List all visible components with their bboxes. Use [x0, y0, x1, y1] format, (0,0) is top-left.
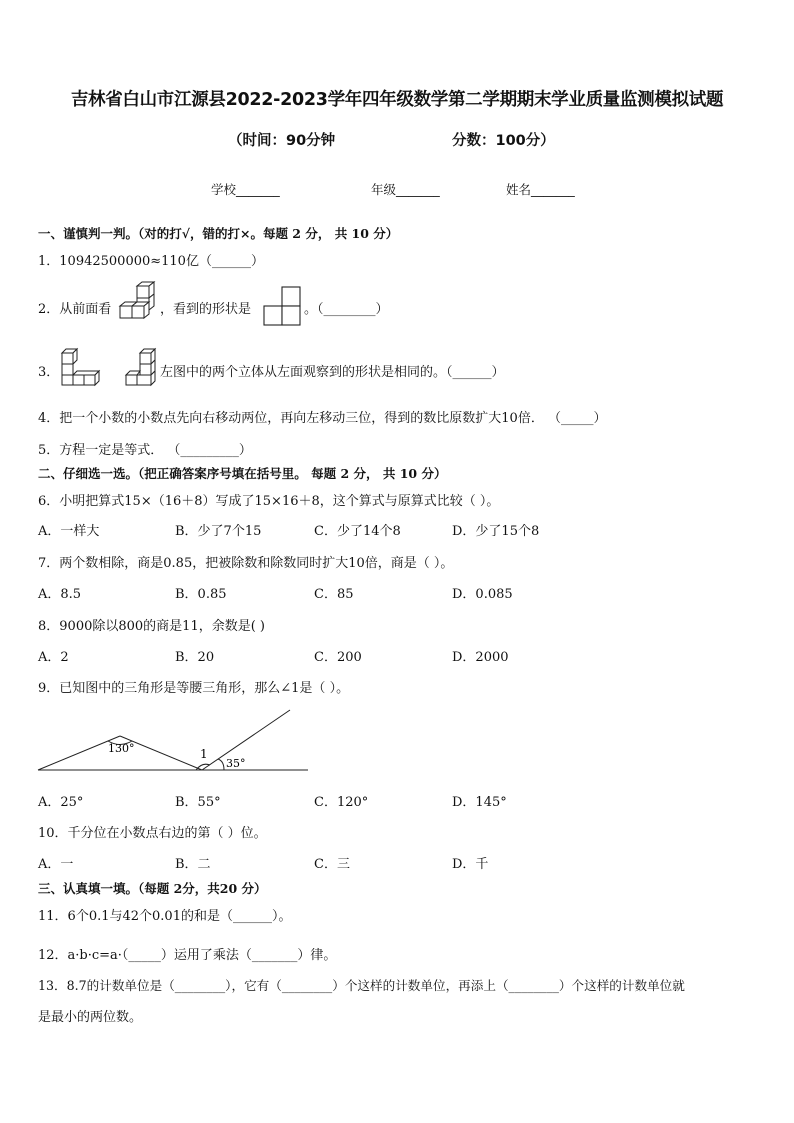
solid-figure-right — [122, 347, 162, 387]
question-13-line1: 13．8.7的计数单位是（________），它有（________）个这样的计数单位，再添上（________）个这样的计数单位就 — [38, 978, 685, 993]
angle-35-label: 35° — [226, 757, 246, 770]
q7-option-a: A．8.5 — [38, 587, 82, 602]
solid-figure-left — [60, 347, 104, 387]
exam-time: （时间：90分钟 — [228, 133, 336, 149]
q6-option-a: A．一样大 — [38, 524, 100, 539]
q6-option-b: B．少了7个15 — [175, 524, 262, 539]
front-view-figure — [263, 286, 303, 326]
question-12: 12．a·b·c=a·（_____）运用了乘法（_______）律。 — [38, 948, 337, 963]
school-field: 学校_______ — [211, 182, 280, 197]
q9-option-c: C．120° — [314, 795, 369, 810]
q8-option-a: A．2 — [38, 650, 69, 665]
question-5: 5．方程一定是等式． （_________） — [38, 443, 252, 458]
question-4: 4．把一个小数的小数点先向右移动两位，再向左移动三位，得到的数比原数扩大10倍． （_____） — [38, 411, 607, 426]
section-2-heading: 二、仔细选一选。（把正确答案序号填在括号里。 每题 2 分， 共 10 分） — [38, 466, 447, 481]
q8-option-b: B．20 — [175, 650, 215, 665]
section-1-heading: 一、谨慎判一判。（对的打√，错的打×。每题 2 分， 共 10 分） — [38, 226, 399, 241]
isosceles-triangle-figure — [38, 706, 310, 776]
question-2-prefix: 2．从前面看 — [38, 302, 112, 317]
q8-option-c: C．200 — [314, 650, 362, 665]
question-3-prefix: 3． — [38, 365, 60, 380]
q10-option-c: C．三 — [314, 857, 350, 872]
question-8: 8．9000除以800的商是11，余数是( ) — [38, 619, 265, 634]
q9-option-d: D．145° — [452, 795, 507, 810]
cube-stack-figure — [118, 284, 158, 324]
angle-1-label: 1 — [200, 747, 208, 761]
q7-option-c: C．85 — [314, 587, 354, 602]
grade-field: 年级_______ — [371, 182, 440, 197]
question-9: 9．已知图中的三角形是等腰三角形，那么∠1是（ ）。 — [38, 681, 350, 696]
q6-option-c: C．少了14个8 — [314, 524, 401, 539]
question-2-suffix: 。（________） — [304, 302, 389, 317]
q10-option-a: A．一 — [38, 857, 74, 872]
question-11: 11．6个0.1与42个0.01的和是（______）。 — [38, 909, 292, 924]
section-3-heading: 三、认真填一填。（每题 2分，共20 分） — [38, 881, 267, 896]
q9-option-b: B．55° — [175, 795, 221, 810]
page-title: 吉林省白山市江源县2022-2023学年四年级数学第二学期期末学业质量监测模拟试题 — [70, 90, 724, 110]
question-13-line2: 是最小的两位数。 — [38, 1010, 143, 1025]
question-2-mid: ，看到的形状是 — [160, 302, 252, 317]
exam-score: 分数：100分） — [452, 133, 555, 149]
q9-option-a: A．25° — [38, 795, 84, 810]
question-3: 左图中的两个立体从左面观察到的形状是相同的。（______） — [160, 365, 505, 380]
question-10: 10．千分位在小数点右边的第（ ）位。 — [38, 826, 267, 841]
q7-option-d: D．0.085 — [452, 587, 513, 602]
question-1: 1．10942500000≈110亿（______） — [38, 254, 264, 269]
q6-option-d: D．少了15个8 — [452, 524, 540, 539]
name-field: 姓名_______ — [506, 182, 575, 197]
question-6: 6．小明把算式15×（16＋8）写成了15×16＋8，这个算式与原算式比较（ ）。 — [38, 494, 500, 509]
q8-option-d: D．2000 — [452, 650, 509, 665]
question-7: 7．两个数相除，商是0.85，把被除数和除数同时扩大10倍，商是（ ）。 — [38, 556, 454, 571]
angle-130-label: 130° — [108, 742, 135, 755]
q10-option-b: B．二 — [175, 857, 211, 872]
q7-option-b: B．0.85 — [175, 587, 227, 602]
q10-option-d: D．千 — [452, 857, 489, 872]
